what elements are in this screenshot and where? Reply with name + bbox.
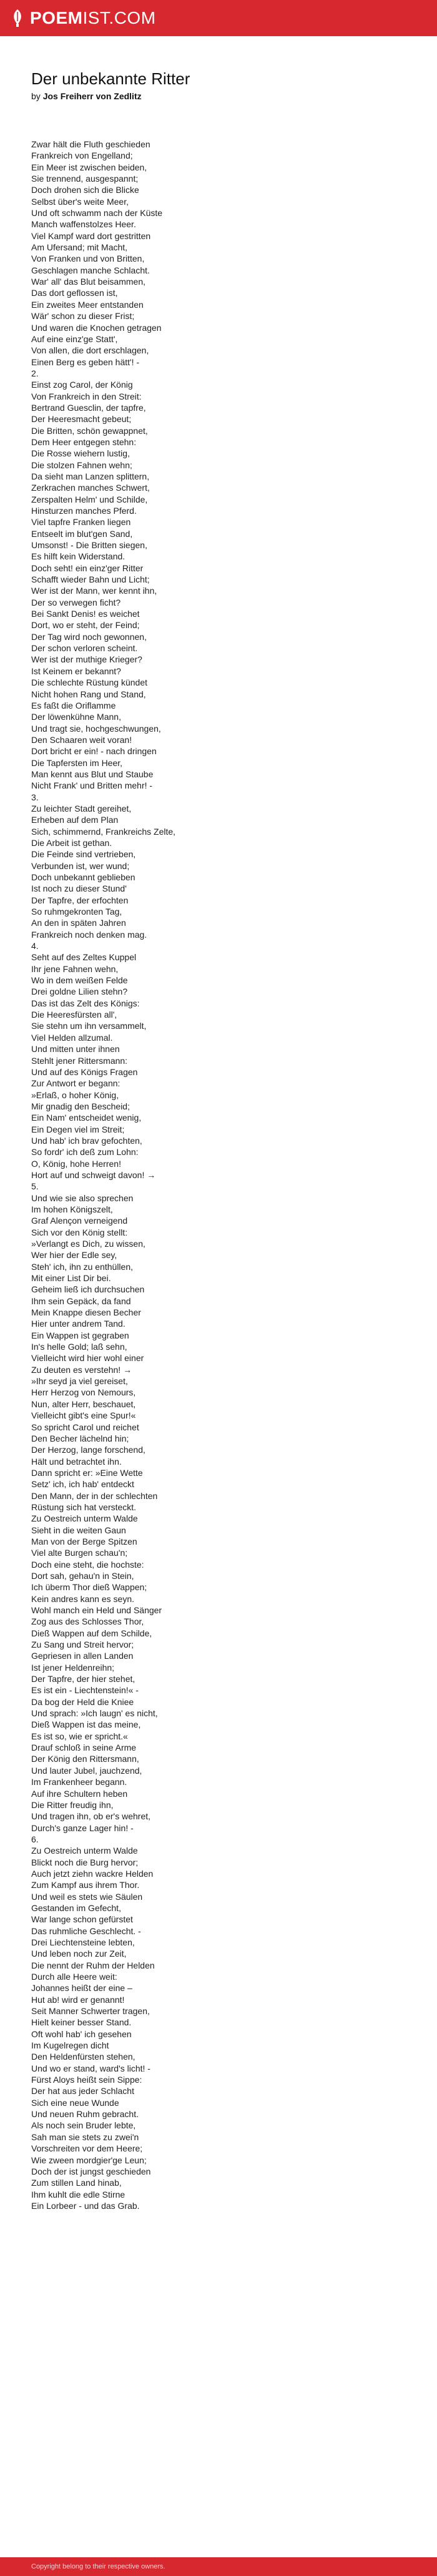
poem-line: In's helle Gold; laß sehn, bbox=[31, 1342, 127, 1352]
poem-line: Einst zog Carol, der König bbox=[31, 380, 133, 390]
poem-line: Drauf schloß in seine Arme bbox=[31, 1743, 137, 1753]
poem-line: Auch jetzt ziehn wackre Helden bbox=[31, 1868, 154, 1879]
poem-line: Viel Helden allzumal. bbox=[31, 1032, 113, 1043]
poem-line: Den Mann, der in der schlechten bbox=[31, 1490, 158, 1501]
poem-line: Sah man sie stets zu zwei'n bbox=[31, 2131, 139, 2142]
poem-line: Und auf des Königs Fragen bbox=[31, 1066, 138, 1077]
poem-line: Und mitten unter ihnen bbox=[31, 1044, 120, 1054]
poem-line: Von allen, die dort erschlagen, bbox=[31, 345, 149, 356]
poem-line: So spricht Carol und reichet bbox=[31, 1422, 139, 1432]
poem-line: Der König den Rittersmann, bbox=[31, 1754, 139, 1764]
poem-line: Schafft wieder Bahn und Licht; bbox=[31, 574, 150, 585]
poem-line: Als noch sein Bruder lebte, bbox=[31, 2120, 136, 2131]
poem-line: Es ist ein - Liechtenstein!« - bbox=[31, 1685, 139, 1696]
poem-line: Oft wohl hab' ich gesehen bbox=[31, 2028, 132, 2039]
poem-line: Stehlt jener Rittersmann: bbox=[31, 1055, 128, 1066]
poem-line: Seit Manner Schwerter tragen, bbox=[31, 2006, 150, 2017]
poem-line: Frankreich noch denken mag. bbox=[31, 929, 147, 940]
poem-line: Fürst Aloys heißt sein Sippe: bbox=[31, 2075, 142, 2085]
poem-line: Der so verwegen ficht? bbox=[31, 597, 121, 607]
poem-line: Der Tapfre, der erfochten bbox=[31, 895, 129, 905]
poem-line: Und wie sie also sprechen bbox=[31, 1192, 134, 1203]
poem-line: Der Tapfre, der hier stehet, bbox=[31, 1674, 135, 1684]
poem-line: Sie trennend, ausgespannt; bbox=[31, 174, 139, 184]
poem-line: Sich vor den König stellt: bbox=[31, 1227, 128, 1237]
poem-line: Dort bricht er ein! - nach dringen bbox=[31, 746, 157, 757]
poem-line: Ein Nam' entscheidet wenig, bbox=[31, 1113, 142, 1123]
poem-line: Auf eine einz'ge Statt', bbox=[31, 333, 118, 344]
poem-line: Und oft schwamm nach der Küste bbox=[31, 208, 163, 219]
poem-line: Der löwenkühne Mann, bbox=[31, 712, 121, 722]
by-label: by bbox=[31, 91, 41, 101]
poem-line: Viel tapfre Franken liegen bbox=[31, 517, 131, 528]
poem-line: Wer ist der Mann, wer kennt ihn, bbox=[31, 586, 157, 596]
poem-line: Wer hier der Edle sey, bbox=[31, 1250, 117, 1261]
poem-line: Ihm sein Gepäck, da fand bbox=[31, 1295, 131, 1306]
poem-line: So ruhmgekronten Tag, bbox=[31, 907, 122, 917]
poem-line: Ein Wappen ist gegraben bbox=[31, 1330, 129, 1340]
poem-line: Doch unbekannt geblieben bbox=[31, 872, 135, 882]
poem-line: 2. bbox=[31, 368, 39, 378]
poem-line: Bei Sankt Denis! es weichet bbox=[31, 609, 140, 619]
poem-title: Der unbekannte Ritter bbox=[31, 69, 190, 88]
poem-line: Da bog der Held die Kniee bbox=[31, 1696, 134, 1707]
poem-byline bbox=[31, 90, 406, 102]
poem-line: Sich, schimmernd, Frankreichs Zelte, bbox=[31, 826, 176, 837]
poem-line: Und tragt sie, hochgeschwungen, bbox=[31, 723, 161, 734]
poem-line: Ist jener Heldenreihn; bbox=[31, 1662, 115, 1673]
poem-line: 4. bbox=[31, 941, 39, 951]
poem-line: Viel alte Burgen schau'n; bbox=[31, 1548, 128, 1558]
poem-line: Steh' ich, ihn zu enthüllen, bbox=[31, 1261, 134, 1272]
logo-text-bold: POEM bbox=[30, 8, 83, 27]
poem-line: Man von der Berge Spitzen bbox=[31, 1536, 137, 1546]
poem-line: Das ruhmliche Geschlecht. - bbox=[31, 1925, 141, 1936]
poem-line: Hier unter andrem Tand. bbox=[31, 1319, 125, 1329]
poem-line: Selbst über's weite Meer, bbox=[31, 196, 129, 207]
poem-line: Zu Oestreich unterm Walde bbox=[31, 1513, 138, 1524]
poem-line: Nun, alter Herr, beschauet, bbox=[31, 1399, 136, 1409]
poem-line: Den Heldenfürsten stehen, bbox=[31, 2052, 135, 2062]
site-logo[interactable] bbox=[10, 9, 156, 27]
poem-line: Doch seht! ein einz'ger Ritter bbox=[31, 563, 144, 573]
poem-line: Kein andres kann es seyn. bbox=[31, 1593, 134, 1604]
poem-line: Geschlagen manche Schlacht. bbox=[31, 265, 150, 275]
poem-line: Nicht hohen Rang und Stand, bbox=[31, 689, 146, 699]
poem-line: Zerspalten Helm' und Schilde, bbox=[31, 494, 148, 504]
poem-line: Rüstung sich hat versteckt. bbox=[31, 1502, 137, 1512]
poem-line: Auf ihre Schultern heben bbox=[31, 1788, 128, 1799]
poem-line: Wohl manch ein Held und Sänger bbox=[31, 1605, 162, 1615]
poem-line: Die Heeresfürsten all', bbox=[31, 1010, 117, 1020]
poem-line: Und waren die Knochen getragen bbox=[31, 322, 162, 333]
poem-line: Und leben noch zur Zeit, bbox=[31, 1949, 127, 1959]
poem-line: So fordr' ich deß zum Lohn: bbox=[31, 1147, 139, 1158]
poem-line: »Ihr seyd ja viel gereiset, bbox=[31, 1376, 128, 1387]
poem-line: Im hohen Königszelt, bbox=[31, 1204, 113, 1214]
poem-line: War' all' das Blut beisammen, bbox=[31, 277, 146, 287]
poem-line: Vielleicht gibt's eine Spur!« bbox=[31, 1410, 136, 1421]
poem-line: Zwar hält die Fluth geschieden bbox=[31, 139, 150, 149]
poem-line: Hort auf und schweigt davon! → bbox=[31, 1169, 156, 1180]
poem-line: Die Rosse wiehern lustig, bbox=[31, 448, 130, 459]
poem-line: »Verlangt es Dich, zu wissen, bbox=[31, 1239, 145, 1249]
poem-line: Dort sah, gehau'n in Stein, bbox=[31, 1570, 134, 1581]
poem-line: Zog aus des Schlosses Thor, bbox=[31, 1616, 144, 1627]
poem-line: Sich eine neue Wunde bbox=[31, 2097, 119, 2108]
poem-line: Es hilft kein Widerstand. bbox=[31, 551, 125, 562]
poem-line: Drei goldne Lilien stehn? bbox=[31, 986, 128, 997]
poem-line: Frankreich von Engelland; bbox=[31, 150, 133, 161]
poem-line: Bertrand Guesclin, der tapfre, bbox=[31, 402, 146, 413]
poem-line: Das dort geflossen ist, bbox=[31, 288, 118, 298]
poem-line: Zu leichter Stadt gereihet, bbox=[31, 803, 132, 814]
poem-line: Mein Knappe diesen Becher bbox=[31, 1307, 141, 1318]
poem-line: Graf Alençon verneigend bbox=[31, 1216, 128, 1226]
poem-line: Wär' schon zu dieser Frist; bbox=[31, 311, 135, 322]
poem-line: Hut ab! wird er genannt! bbox=[31, 1994, 125, 2005]
poem-line: 6. bbox=[31, 1834, 39, 1844]
poem-line: Der schon verloren scheint. bbox=[31, 643, 138, 654]
poem-line: Am Ufersand; mit Macht, bbox=[31, 242, 128, 253]
poem-line: Im Frankenheer begann. bbox=[31, 1777, 127, 1787]
poem-line: Ein zweites Meer entstanden bbox=[31, 299, 144, 310]
poem-line: Hinsturzen manches Pferd. bbox=[31, 506, 137, 516]
poem-line: Es ist so, wie er spricht.« bbox=[31, 1731, 128, 1741]
poem-line: Zum Kampf aus ihrem Thor. bbox=[31, 1880, 140, 1890]
poem-line: Doch der ist jungst geschieden bbox=[31, 2166, 151, 2176]
site-footer bbox=[0, 2557, 437, 2576]
poem-line: Es faßt die Oriflamme bbox=[31, 700, 116, 710]
poem-line: Und neuen Ruhm gebracht. bbox=[31, 2109, 139, 2120]
poem-line: Ich überm Thor dieß Wappen; bbox=[31, 1582, 147, 1593]
poem-line: Ein Lorbeer - und das Grab. bbox=[31, 2200, 140, 2211]
poem-line: Und sprach: »Ich laugn' es nicht, bbox=[31, 1708, 158, 1719]
poem-line: Durch alle Heere weit: bbox=[31, 1972, 117, 1982]
poem-line: Doch drohen sich die Blicke bbox=[31, 185, 139, 195]
poem-line: Gepriesen in allen Landen bbox=[31, 1651, 134, 1661]
poem-line: Die Feinde sind vertrieben, bbox=[31, 849, 136, 860]
poem-line: Und hab' ich brav gefochten, bbox=[31, 1135, 142, 1146]
poem-line: Das ist das Zelt des Königs: bbox=[31, 998, 140, 1008]
poem-line: Vorschreiten vor dem Heere; bbox=[31, 2143, 143, 2154]
poem-line: Mit einer List Dir bei. bbox=[31, 1273, 111, 1284]
poem-line: Verbunden ist, wer wund; bbox=[31, 860, 130, 871]
poem-line: Geheim ließ ich durchsuchen bbox=[31, 1284, 145, 1295]
poem-line: Der Tag wird noch gewonnen, bbox=[31, 631, 147, 642]
poem-line: Zur Antwort er begann: bbox=[31, 1078, 120, 1089]
poem-line: Herr Herzog von Nemours, bbox=[31, 1387, 136, 1398]
poem-line: Dem Heer entgegen stehn: bbox=[31, 436, 137, 447]
poem-line: Die nennt der Ruhm der Helden bbox=[31, 1960, 155, 1970]
poem-body bbox=[31, 139, 406, 2211]
poem-line: Seht auf des Zeltes Kuppel bbox=[31, 952, 137, 963]
poem-line: Zu deuten es verstehn! → bbox=[31, 1364, 132, 1375]
poem-line: Hielt keiner besser Stand. bbox=[31, 2017, 132, 2028]
poem-line: Manch waffenstolzes Heer. bbox=[31, 219, 136, 230]
poem-line: An den in späten Jahren bbox=[31, 918, 126, 928]
poem-line: Ihr jene Fahnen wehn, bbox=[31, 963, 119, 974]
poem-line: Mir gnadig den Bescheid; bbox=[31, 1101, 130, 1111]
poem-line: Ein Meer ist zwischen beiden, bbox=[31, 162, 147, 172]
poem-author[interactable]: Jos Freiherr von Zedlitz bbox=[42, 91, 142, 101]
poem-line: Viel Kampf ward dort gestritten bbox=[31, 230, 151, 241]
poem-line: Wo in dem weißen Felde bbox=[31, 975, 128, 986]
poem-line: Hält und betrachtet ihn. bbox=[31, 1456, 122, 1467]
poem-line: Dieß Wappen ist das meine, bbox=[31, 1719, 141, 1730]
poem-line: Wie zween mordgier'ge Leun; bbox=[31, 2155, 147, 2165]
poem-line: Umsonst! - Die Britten siegen, bbox=[31, 540, 147, 551]
poem-line: Einen Berg es geben hätt'! - bbox=[31, 356, 140, 367]
poem-line: Von Frankreich in den Streit: bbox=[31, 391, 142, 401]
poem-line: Man kennt aus Blut und Staube bbox=[31, 769, 154, 779]
site-header bbox=[0, 0, 437, 36]
poem-line: O, König, hohe Herren! bbox=[31, 1158, 121, 1169]
logo-text-light: IST.COM bbox=[82, 8, 156, 27]
poem-line: Und weil es stets wie Säulen bbox=[31, 1891, 143, 1902]
poem-line: Erheben auf dem Plan bbox=[31, 815, 119, 825]
poem-line: Drei Liechtensteine lebten, bbox=[31, 1937, 135, 1947]
poem-line: Und tragen ihn, ob er's wehret, bbox=[31, 1811, 151, 1822]
poem-line: Zu Oestreich unterm Walde bbox=[31, 1846, 138, 1856]
poem-line: Dann spricht er: »Eine Wette bbox=[31, 1467, 143, 1478]
poem-line: Nicht Frank' und Britten mehr! - bbox=[31, 780, 153, 791]
poem-line: Die Britten, schön gewappnet, bbox=[31, 425, 148, 436]
poem-line: Die schlechte Rüstung kündet bbox=[31, 677, 147, 688]
poem-line: Im Kugelregen dicht bbox=[31, 2040, 109, 2051]
poem-line: Zerkrachen manches Schwert, bbox=[31, 483, 150, 493]
copyright-notice: Copyright belong to their respective owners. bbox=[31, 2563, 165, 2570]
poem-line: Die stolzen Fahnen wehn; bbox=[31, 460, 132, 470]
poem-line: Ist Keinem er bekannt? bbox=[31, 666, 121, 676]
site-logo-text bbox=[30, 9, 156, 27]
poem-line: Entseelt im blut'gen Sand, bbox=[31, 528, 133, 539]
poem-line: Wer ist der muthige Krieger? bbox=[31, 654, 142, 665]
poem-line: Doch eine steht, die hochste: bbox=[31, 1559, 144, 1570]
poem-line: Zu Sang und Streit hervor; bbox=[31, 1639, 134, 1650]
poem-line: Sieht in die weiten Gaun bbox=[31, 1525, 126, 1535]
poem-line: Der hat aus jeder Schlacht bbox=[31, 2086, 134, 2097]
poem-line: Dieß Wappen auf dem Schilde, bbox=[31, 1628, 152, 1638]
poem-line: Zum stillen Land hinab, bbox=[31, 2178, 122, 2188]
poem-line: Und wo er stand, ward's licht! - bbox=[31, 2063, 150, 2073]
poem-line: Ein Degen viel im Streit; bbox=[31, 1124, 125, 1134]
poem-line: 3. bbox=[31, 792, 39, 802]
poem-line: Dort, wo er steht, der Feind; bbox=[31, 620, 140, 631]
poem-line: Ist noch zu dieser Stund' bbox=[31, 883, 127, 894]
poem-line: Setz' ich, ich hab' entdeckt bbox=[31, 1479, 134, 1490]
poem-line: Der Herzog, lange forschend, bbox=[31, 1445, 145, 1455]
poem-line: Der Heeresmacht gebeut; bbox=[31, 414, 132, 425]
quill-pen-icon bbox=[10, 9, 25, 27]
poem-line: Vielleicht wird hier wohl einer bbox=[31, 1353, 144, 1364]
poem-line: War lange schon gefürstet bbox=[31, 1914, 133, 1925]
poem-line: Die Ritter freudig ihn, bbox=[31, 1799, 114, 1810]
poem-line: Die Arbeit ist gethan. bbox=[31, 837, 112, 848]
poem-line: Gestanden im Gefecht, bbox=[31, 1902, 121, 1913]
poem-line: Ihm kuhlt die edle Stirne bbox=[31, 2189, 125, 2200]
poem-line: Durch's ganze Lager hin! - bbox=[31, 1822, 134, 1833]
poem-line: »Erlaß, o hoher König, bbox=[31, 1089, 119, 1100]
poem-line: Blickt noch die Burg hervor; bbox=[31, 1857, 139, 1867]
poem-line: Den Schaaren weit voran! bbox=[31, 734, 132, 745]
poem-line: Und lauter Jubel, jauchzend, bbox=[31, 1765, 142, 1776]
poem-line: Die Tapfersten im Heer, bbox=[31, 757, 123, 768]
poem-line: Von Franken und von Britten, bbox=[31, 253, 145, 264]
poem-content bbox=[31, 69, 406, 2211]
poem-line: Da sieht man Lanzen splittern, bbox=[31, 471, 150, 481]
poem-line: 5. bbox=[31, 1181, 39, 1192]
poem-line: Sie stehn um ihn versammelt, bbox=[31, 1021, 147, 1031]
poem-line: Johannes heißt der eine – bbox=[31, 1983, 132, 1993]
poem-line: Den Becher lächelnd hin; bbox=[31, 1433, 129, 1443]
